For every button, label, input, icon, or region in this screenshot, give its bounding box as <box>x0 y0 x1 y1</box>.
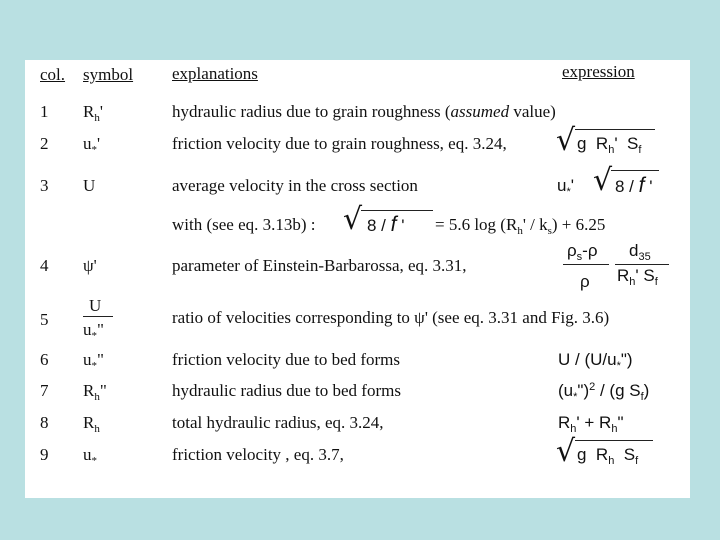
with-equation: = 5.6 $\log (R_h' / k_s) + 6.25$ <box>435 215 606 237</box>
sqrt-icon: √ <box>556 434 576 469</box>
row-symbol: $R_h$ <box>83 413 100 435</box>
row-number: 5 <box>40 310 49 329</box>
row-number: 4 <box>40 256 49 275</box>
slide <box>25 60 690 498</box>
row-number: 8 <box>40 413 49 432</box>
row-symbol: $R_h'$ <box>83 102 103 124</box>
sqrt-icon: √ <box>556 123 576 158</box>
row-symbol: $u_*'$ <box>83 134 101 156</box>
row-explanation: friction velocity , eq. 3.7, <box>172 445 344 464</box>
row-expression: U / $(U/u_*")$ <box>558 350 633 372</box>
fraction-line <box>563 264 609 265</box>
row-explanation: average velocity in the cross section <box>172 176 418 195</box>
header-expression: expression <box>562 62 635 81</box>
row-symbol: U <box>83 176 96 195</box>
row-symbol: $u_*$ <box>83 445 97 467</box>
row-number: 2 <box>40 134 49 153</box>
row-explanation: total hydraulic radius, eq. 3.24, <box>172 413 384 432</box>
sqrt-bar <box>575 129 655 130</box>
fraction-line <box>615 264 669 265</box>
row-expression: $u_*'$ <box>557 176 574 198</box>
row-symbol: $u_*$" <box>83 350 104 372</box>
row-expression: $(u_*")^2 / (g$ $S_f$) <box>558 381 650 403</box>
row-number: 9 <box>40 445 49 464</box>
row-expression-root: 8 / f ' <box>615 174 653 197</box>
row-number: 6 <box>40 350 49 369</box>
with-root: 8 / f ' <box>367 213 405 236</box>
sqrt-bar <box>575 440 653 441</box>
row-expression: g $R_h'$ $S_f$ <box>577 134 642 156</box>
header-explanations: explanations <box>172 64 258 83</box>
row-explanation: parameter of Einstein-Barbarossa, eq. 3.31, <box>172 256 467 275</box>
fraction-denominator: ρ <box>580 272 590 291</box>
row-expression: g $R_h$ $S_f$ <box>577 445 639 467</box>
symbol-numerator: U <box>89 296 102 315</box>
row-symbol: ψ' <box>83 256 97 275</box>
fraction-numerator: $\rho_s-\rho$ <box>567 241 598 263</box>
row-explanation: friction velocity due to bed forms <box>172 350 401 369</box>
sqrt-icon: √ <box>343 202 363 237</box>
sqrt-bar <box>361 210 433 211</box>
sqrt-bar <box>611 170 659 171</box>
fraction-numerator: $d_{35}$ <box>629 241 651 263</box>
fraction-line <box>83 316 113 317</box>
fraction-denominator: $R_h'$ $S_f$ <box>617 266 658 288</box>
row-symbol: $R_h$" <box>83 381 107 403</box>
row-expression: $R_h' + R_h$" <box>558 413 624 435</box>
row-explanation: friction velocity due to grain roughness, eq. 3.24, <box>172 134 507 153</box>
row-number: 7 <box>40 381 49 400</box>
with-label: with (see eq. 3.13b) : <box>172 215 316 234</box>
row-number: 3 <box>40 176 49 195</box>
row-explanation: hydraulic radius due to bed forms <box>172 381 401 400</box>
row-number: 1 <box>40 102 49 121</box>
row-explanation: ratio of velocities corresponding to ψ' (see eq. 3.31 and Fig. 3.6) <box>172 308 610 327</box>
row-explanation: hydraulic radius due to grain roughness (assumed value) <box>172 102 556 121</box>
header-symbol: symbol <box>83 65 134 84</box>
symbol-denominator: $u_*$" <box>83 320 104 342</box>
header-col: col. <box>40 65 66 84</box>
sqrt-icon: √ <box>593 163 613 198</box>
